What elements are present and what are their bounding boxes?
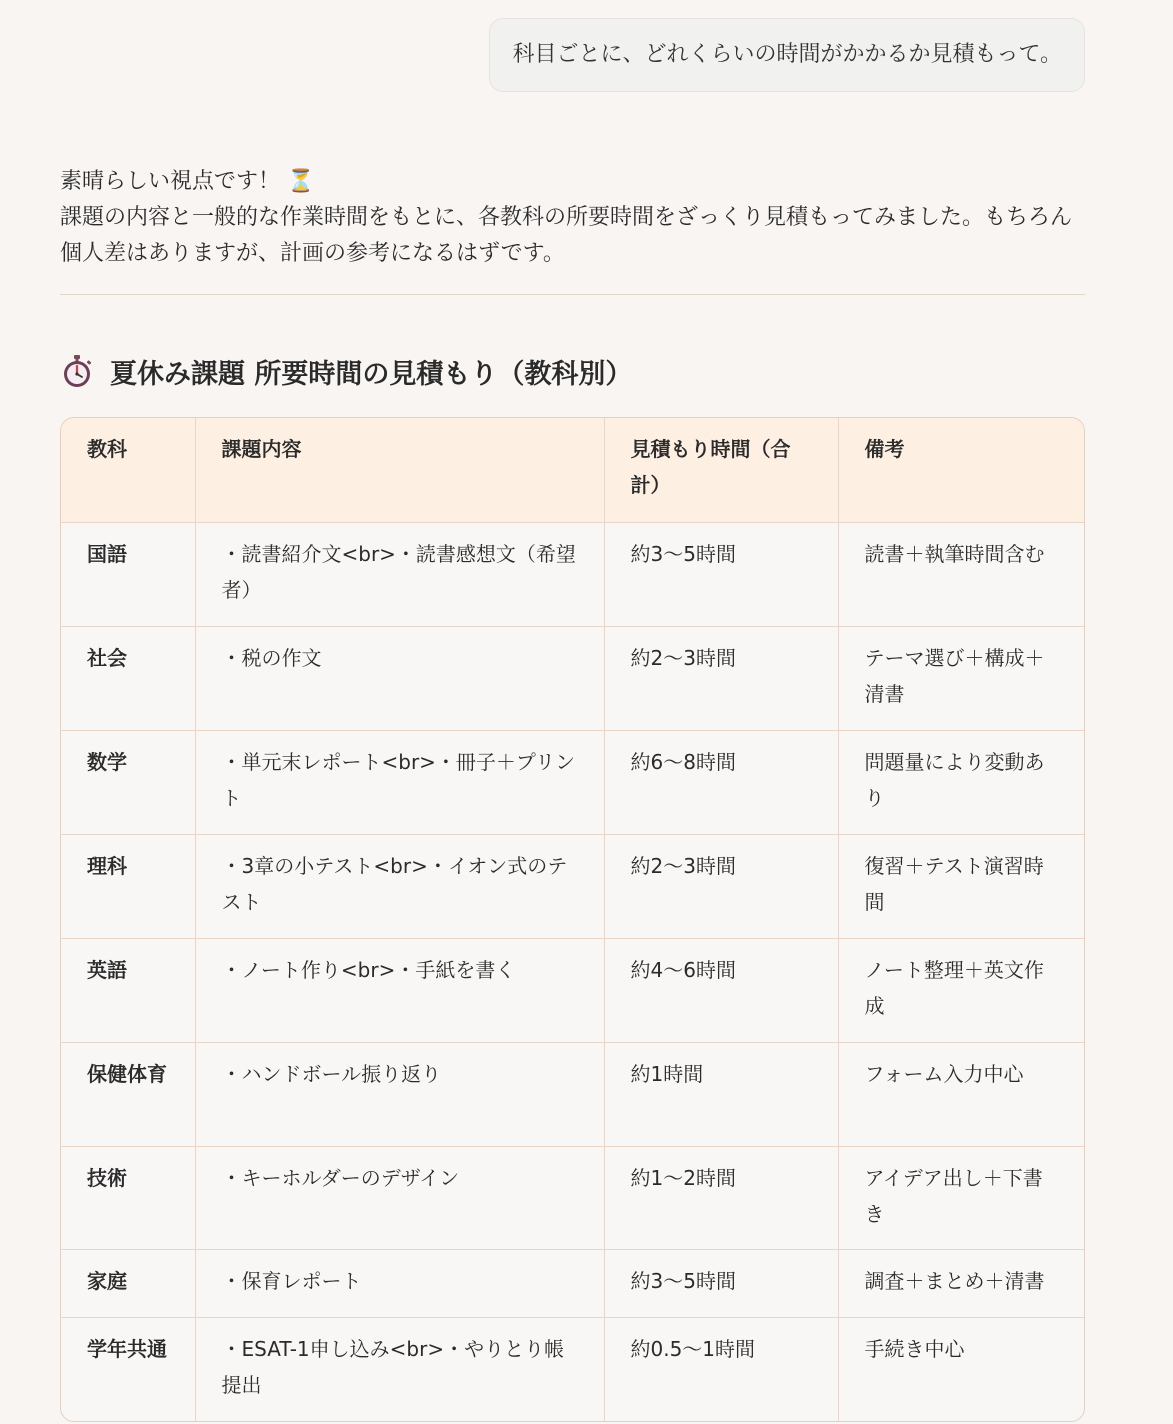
table-row: [61, 1146, 1084, 1249]
cell-assignment: ・単元末レポート<br>・冊子＋プリント: [195, 730, 604, 834]
cell-assignment: ・ESAT-1申し込み<br>・やりとり帳提出: [195, 1317, 604, 1421]
cell-subject: 社会: [61, 626, 195, 730]
cell-notes: 読書＋執筆時間含む: [838, 522, 1084, 626]
cell-estimated-time: 約1時間: [604, 1042, 838, 1146]
cell-assignment: ・読書紹介文<br>・読書感想文（希望者）: [195, 522, 604, 626]
table-header-row: [61, 418, 1084, 522]
table-row: [61, 1042, 1084, 1146]
cell-estimated-time: 約1〜2時間: [604, 1146, 838, 1249]
table-row: [61, 1249, 1084, 1317]
cell-subject: 英語: [61, 938, 195, 1042]
user-message-row: [60, 0, 1085, 92]
reply-intro: 課題の内容と一般的な作業時間をもとに、各教科の所要時間をざっくり見積もってみました。もちろん個人差はありますが、計画の参考になるはずです。: [60, 205, 1073, 266]
cell-assignment: ・税の作文: [195, 626, 604, 730]
estimate-table: [60, 417, 1085, 1422]
cell-notes: 問題量により変動あり: [838, 730, 1084, 834]
reply-greeting: 素晴らしい視点です！ ⏳: [60, 169, 315, 194]
cell-notes: 調査＋まとめ＋清書: [838, 1249, 1084, 1317]
cell-subject: 数学: [61, 730, 195, 834]
cell-estimated-time: 約4〜6時間: [604, 938, 838, 1042]
cell-notes: 手続き中心: [864, 1336, 965, 1361]
table-row: [61, 834, 1084, 938]
cell-subject: 技術: [61, 1146, 195, 1249]
cell-estimated-time: 約2〜3時間: [604, 626, 838, 730]
header-estimated-time: 見積もり時間（合計）: [604, 418, 838, 522]
cell-estimated-time: 約3〜5時間: [604, 1249, 838, 1317]
cell-subject: 家庭: [61, 1249, 195, 1317]
divider: [60, 294, 1085, 295]
cell-estimated-time: 約3〜5時間: [604, 522, 838, 626]
header-subject: 教科: [61, 418, 195, 522]
cell-estimated-time: 約2〜3時間: [604, 834, 838, 938]
cell-assignment: ・キーホルダーのデザイン: [195, 1146, 604, 1249]
cell-estimated-time: 約0.5〜1時間: [604, 1317, 838, 1421]
table-row: [61, 730, 1084, 834]
cell-subject: 国語: [61, 522, 195, 626]
stopwatch-icon: [60, 354, 94, 388]
cell-assignment: ・ハンドボール振り返り: [195, 1042, 604, 1146]
cell-notes: フォーム入力中心: [838, 1042, 1084, 1146]
table-row: [61, 1317, 1084, 1421]
cell-subject: 学年共通: [61, 1317, 195, 1421]
cell-assignment: ・保育レポート: [195, 1249, 604, 1317]
header-assignment: 課題内容: [195, 418, 604, 522]
table-row: [61, 938, 1084, 1042]
cell-assignment: ・3章の小テスト<br>・イオン式のテスト: [195, 834, 604, 938]
user-message-bubble: 科目ごとに、どれくらいの時間がかかるか見積もって。: [489, 18, 1085, 92]
cell-assignment: ・ノート作り<br>・手紙を書く: [195, 938, 604, 1042]
table-row: [61, 522, 1084, 626]
cell-notes: 復習＋テスト演習時間: [838, 834, 1084, 938]
cell-notes: テーマ選び＋構成＋清書: [838, 626, 1084, 730]
cell-subject: 理科: [61, 834, 195, 938]
assistant-reply: [60, 164, 1085, 272]
cell-notes: ノート整理＋英文作成: [838, 938, 1084, 1042]
section-heading: [60, 351, 1085, 391]
table-row: [61, 626, 1084, 730]
header-notes: 備考: [838, 418, 1084, 522]
cell-notes: アイデア出し＋下書き: [838, 1146, 1084, 1249]
section-title: 夏休み課題 所要時間の見積もり（教科別）: [110, 358, 633, 390]
cell-subject: 保健体育: [61, 1042, 195, 1146]
cell-estimated-time: 約6〜8時間: [604, 730, 838, 834]
